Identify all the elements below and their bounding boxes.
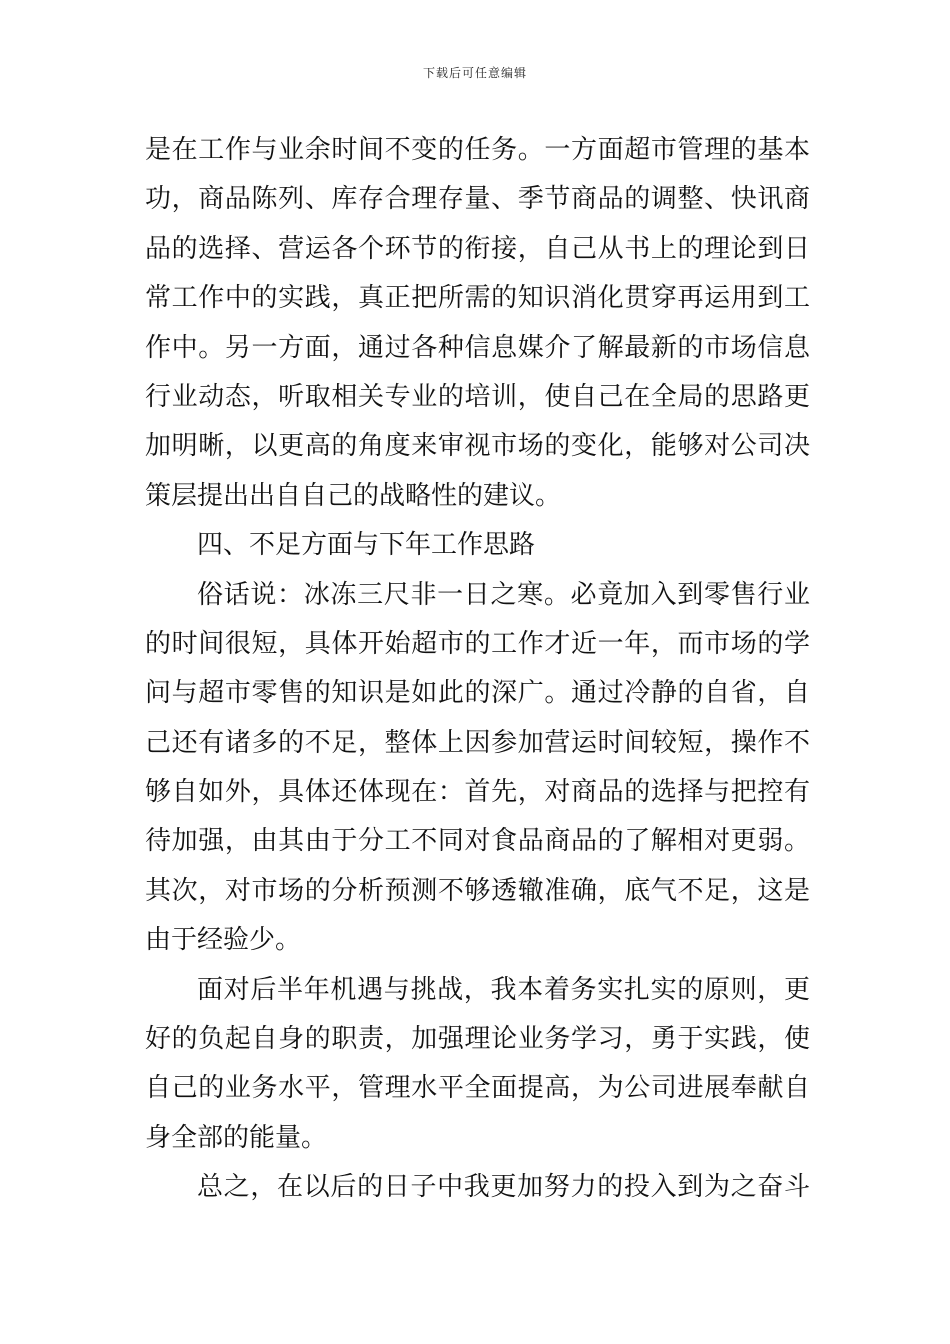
body-line: 自己的业务水平，管理水平全面提高，为公司进展奉献自: [145, 1073, 810, 1104]
body-line: 俗话说：冰冻三尺非一日之寒。必竟加入到零售行业: [197, 579, 810, 610]
section-heading: 四、不足方面与下年工作思路: [197, 530, 536, 561]
body-line: 的时间很短，具体开始超市的工作才近一年，而市场的学: [145, 628, 810, 659]
body-line: 加明晰，以更高的角度来审视市场的变化，能够对公司决: [145, 431, 810, 462]
body-line: 功，商品陈列、库存合理存量、季节商品的调整、快讯商: [145, 184, 810, 215]
body-line: 待加强，由其由于分工不同对食品商品的了解相对更弱。: [145, 826, 810, 857]
body-line: 己还有诸多的不足，整体上因参加营运时间较短，操作不: [145, 727, 810, 758]
body-line: 常工作中的实践，真正把所需的知识消化贯穿再运用到工: [145, 283, 810, 314]
document-body: [145, 126, 810, 1213]
body-line: 够自如外，具体还体现在：首先，对商品的选择与把控有: [145, 777, 810, 808]
body-line: 总之，在以后的日子中我更加努力的投入到为之奋斗: [197, 1172, 810, 1203]
body-line: 面对后半年机遇与挑战，我本着务实扎实的原则，更: [197, 974, 810, 1005]
body-line: 其次，对市场的分析预测不够透辙准确，底气不足，这是: [145, 875, 810, 906]
header-note: 下载后可任意编辑: [422, 66, 527, 80]
body-line: 由于经验少。: [145, 925, 302, 956]
body-line: 作中。另一方面，通过各种信息媒介了解最新的市场信息: [145, 332, 810, 363]
body-line: 身全部的能量。: [145, 1122, 328, 1153]
body-line: 行业动态，听取相关专业的培训，使自己在全局的思路更: [145, 381, 810, 412]
body-line: 品的选择、营运各个环节的衔接，自己从书上的理论到日: [145, 233, 810, 264]
body-line: 问与超市零售的知识是如此的深广。通过冷静的自省，自: [145, 678, 810, 709]
body-line: 策层提出出自自己的战略性的建议。: [145, 480, 562, 511]
body-line: 是在工作与业余时间不变的任务。一方面超市管理的基本: [145, 135, 810, 165]
body-line: 好的负起自身的职责，加强理论业务学习，勇于实践，使: [145, 1024, 810, 1055]
